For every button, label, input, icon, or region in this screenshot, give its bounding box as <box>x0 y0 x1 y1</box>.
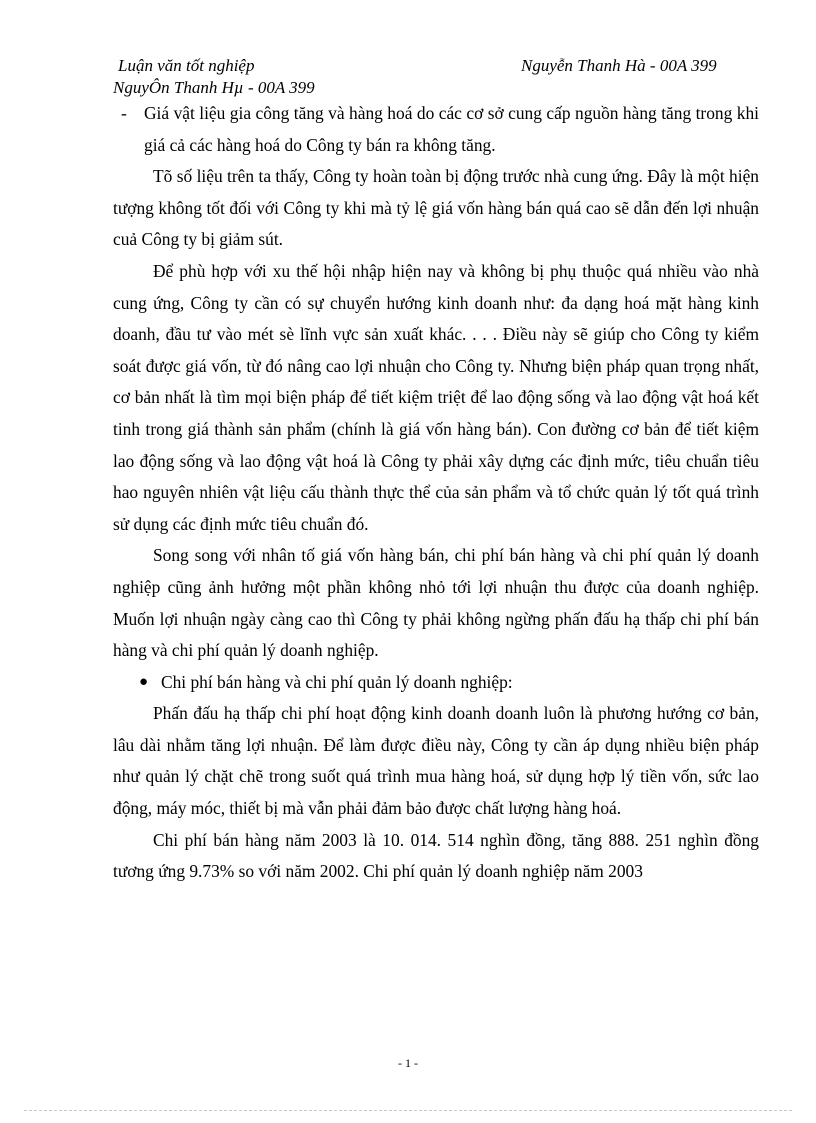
bullet-icon: ● <box>139 673 149 690</box>
header-thesis-title: Luận văn tốt nghiệp <box>118 56 255 75</box>
document-body <box>113 98 759 888</box>
paragraph-4: Phấn đấu hạ thấp chi phí hoạt động kinh doanh doanh luôn là phương hướng cơ bản, lâu dài nhằm tăng lợi nhuận. Để làm được điều này, Công ty cần áp dụng nhiều biện pháp như quản lý chặt chẽ trong suốt quá trình mua hàng hoá, sử dụng hợp lý tiền vốn, sức lao động, máy móc, thiết bị mà vẫn phải đảm bảo được chất lượng hàng hoá. <box>113 703 759 819</box>
header-author: Nguyễn Thanh Hà - 00A 399 <box>521 56 717 75</box>
footer-divider <box>24 1110 792 1111</box>
bullet-list-item <box>113 667 759 699</box>
paragraph-3: Song song với nhân tố giá vốn hàng bán, chi phí bán hàng và chi phí quản lý doanh nghiệp cũng ảnh hưởng một phần không nhỏ tới lợi nhuận thu được của doanh nghiệp. Muốn lợi nhuận ngày càng cao thì Công ty phải không ngừng phấn đấu hạ thấp chi phí bán hàng và chi phí quản lý doanh nghiệp. <box>113 545 759 661</box>
dash-list-item <box>113 98 759 161</box>
paragraph-5: Chi phí bán hàng năm 2003 là 10. 014. 514 nghìn đồng, tăng 888. 251 nghìn đồng tương ứng 9.73% so với năm 2002. Chi phí quản lý doanh nghiệp năm 2003 <box>113 829 759 882</box>
paragraph-2: Để phù hợp với xu thế hội nhập hiện nay và không bị phụ thuộc quá nhiều vào nhà cung ứng, Công ty cần có sự chuyển hướng kinh doanh như: đa dạng hoá mặt hàng kinh doanh, đầu tư vào mét sè lĩnh vực sản xuất khác. . . . Điều này sẽ giúp cho Công ty kiểm soát được giá vốn, từ đó nâng cao lợi nhuận cho Công ty. Nhưng biện pháp quan trọng nhất, cơ bản nhất là tìm mọi biện pháp để tiết kiệm triệt để lao động sống và lao động vật hoá kết tinh trong giá thành sản phẩm (chính là giá vốn hàng bán). Con đường cơ bản để tiết kiệm lao động sống và lao động vật hoá là Công ty phải xây dựng các định mức, tiêu chuẩn tiêu hao nguyên nhiên vật liệu cấu thành thực thể của sản phẩm và tổ chức quản lý tốt quá trình sử dụng các định mức tiêu chuẩn đó. <box>113 260 759 534</box>
dash-marker: - <box>121 103 127 123</box>
dash-list-item-text: Giá vật liệu gia công tăng và hàng hoá do các cơ sở cung cấp nguồn hàng tăng trong khi giá cả các hàng hoá do Công ty bán ra không tăng. <box>144 103 759 155</box>
bullet-list-item-text: Chi phí bán hàng và chi phí quản lý doanh nghiệp: <box>161 671 513 692</box>
header-author-garbled: NguyÔn Thanh Hµ - 00A 399 <box>113 78 315 97</box>
paragraph-1: Tõ số liệu trên ta thấy, Công ty hoàn toàn bị động trước nhà cung ứng. Đây là một hiện tượng không tốt đối với Công ty khi mà tỷ lệ giá vốn hàng bán quá cao sẽ dẫn đến lợi nhuận cuả Công ty bị giảm sút. <box>113 166 759 250</box>
page-number: - 1 - <box>398 1056 418 1070</box>
